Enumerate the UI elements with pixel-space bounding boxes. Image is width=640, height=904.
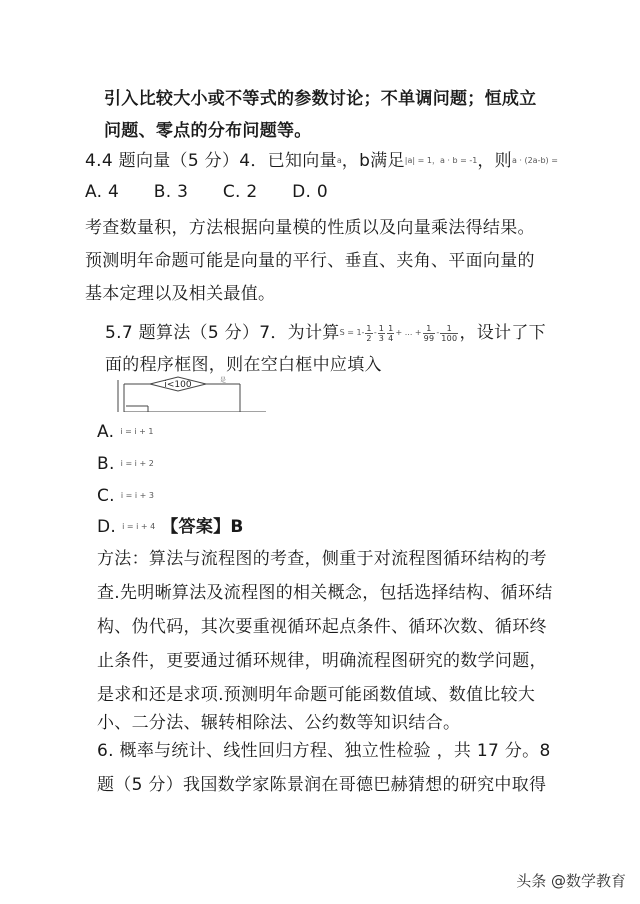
flowchart-fragment xyxy=(116,376,266,412)
q5-frac-1 xyxy=(365,324,372,343)
q5-method-4: 止条件，更要通过循环规律，明确流程图研究的数学问题， xyxy=(97,651,547,671)
q5-method-1: 方法：算法与流程图的考查，侧重于对流程图循环结构的考 xyxy=(97,549,547,569)
q5-frac-5-num: 1 xyxy=(440,324,458,334)
q5-frac-4 xyxy=(423,324,436,343)
q5-option-d-letter: D. xyxy=(97,517,117,537)
q4-analysis-2: 预测明年命题可能是向量的平行、垂直、夹角、平面向量的 xyxy=(85,251,535,271)
q5-frac-1-num: 1 xyxy=(366,323,372,333)
q5-header-suffix: ，设计了下 xyxy=(459,323,546,343)
q4-options: A. 4 B. 3 C. 2 D. 0 xyxy=(85,182,329,202)
q5-option-c xyxy=(97,485,154,507)
q5-dots: + ... + xyxy=(395,328,422,337)
q5-minus-1: - xyxy=(373,328,377,337)
q5-minus-2: - xyxy=(436,328,440,337)
q5-method-3: 构、伪代码，其次要重视循环起点条件、循环次数、循环终 xyxy=(97,617,547,637)
q5-option-a xyxy=(97,421,153,443)
q4-analysis-1: 考查数量积，方法根据向量模的性质以及向量乘法得结果。 xyxy=(85,218,535,238)
q5-header-line-2: 面的程序框图，则在空白框中应填入 xyxy=(105,355,382,375)
q5-option-a-text: i = i + 1 xyxy=(120,427,154,436)
q6-line-2: 题（5 分）我国数学家陈景润在哥德巴赫猜想的研究中取得 xyxy=(97,775,547,795)
q5-frac-5-den: 100 xyxy=(441,333,458,343)
flow-condition: i<100 xyxy=(164,380,192,390)
q5-method-5: 是求和还是求项.预测明年命题可能函数值域、数值比较大 xyxy=(97,685,536,705)
q4-cond-1: |a| = 1， xyxy=(404,156,440,165)
q5-frac-4-num: 1 xyxy=(423,324,436,334)
q5-header-prefix: 5.7 题算法（5 分）7．为计算 xyxy=(105,323,340,343)
q5-option-d xyxy=(97,516,244,538)
source-watermark: 头条 @数学教育 xyxy=(516,872,626,890)
q5-frac-2-num: 1 xyxy=(378,323,385,333)
q6-line-1: 6. 概率与统计、线性回归方程、独立性检验 ，共 17 分。8 xyxy=(97,741,551,761)
q5-header xyxy=(105,322,546,344)
q5-frac-2 xyxy=(378,324,385,343)
q4-header-mid: ，b满足 xyxy=(341,151,405,171)
q5-option-c-letter: C. xyxy=(97,486,115,506)
q5-option-b-text: i = i + 2 xyxy=(120,459,154,468)
q5-frac-1-den: 2 xyxy=(366,333,372,343)
q5-frac-3 xyxy=(387,324,394,343)
flow-yes-label: 是 xyxy=(220,377,227,384)
q5-method-2: 查.先明晰算法及流程图的相关概念，包括选择结构、循环结 xyxy=(97,583,553,603)
q4-expression: a · (2a-b) = xyxy=(511,156,558,165)
q5-frac-2-den: 3 xyxy=(378,333,385,343)
q5-option-d-text: i = i + 4 xyxy=(122,522,156,531)
q4-header-mid2: ，则 xyxy=(477,151,512,171)
q5-frac-3-num: 1 xyxy=(388,323,394,333)
q5-frac-3-den: 4 xyxy=(388,333,394,343)
q5-frac-4-den: 99 xyxy=(423,333,435,343)
q4-header-prefix: 4.4 题向量（5 分）4．已知向量 xyxy=(85,151,337,171)
q5-formula-lead: S = 1- xyxy=(339,328,365,337)
q4-analysis-3: 基本定理以及相关最值。 xyxy=(85,284,276,304)
q5-method-6: 小、二分法、辗转相除法、公约数等知识结合。 xyxy=(97,713,461,733)
q5-answer: 【答案】B xyxy=(161,517,244,537)
q5-option-c-text: i = i + 3 xyxy=(120,491,154,500)
q5-frac-5 xyxy=(440,324,458,343)
intro-line-2: 问题、零点的分布问题等。 xyxy=(104,121,312,141)
q5-option-a-letter: A. xyxy=(97,422,115,442)
q4-vector-a: a xyxy=(336,156,342,165)
q4-header xyxy=(85,150,558,172)
q4-cond-2: a · b = -1 xyxy=(439,156,478,165)
q5-option-b xyxy=(97,453,154,475)
intro-line-1: 引入比较大小或不等式的参数讨论；不单调问题；恒成立 xyxy=(104,89,537,109)
q5-option-b-letter: B. xyxy=(97,454,115,474)
